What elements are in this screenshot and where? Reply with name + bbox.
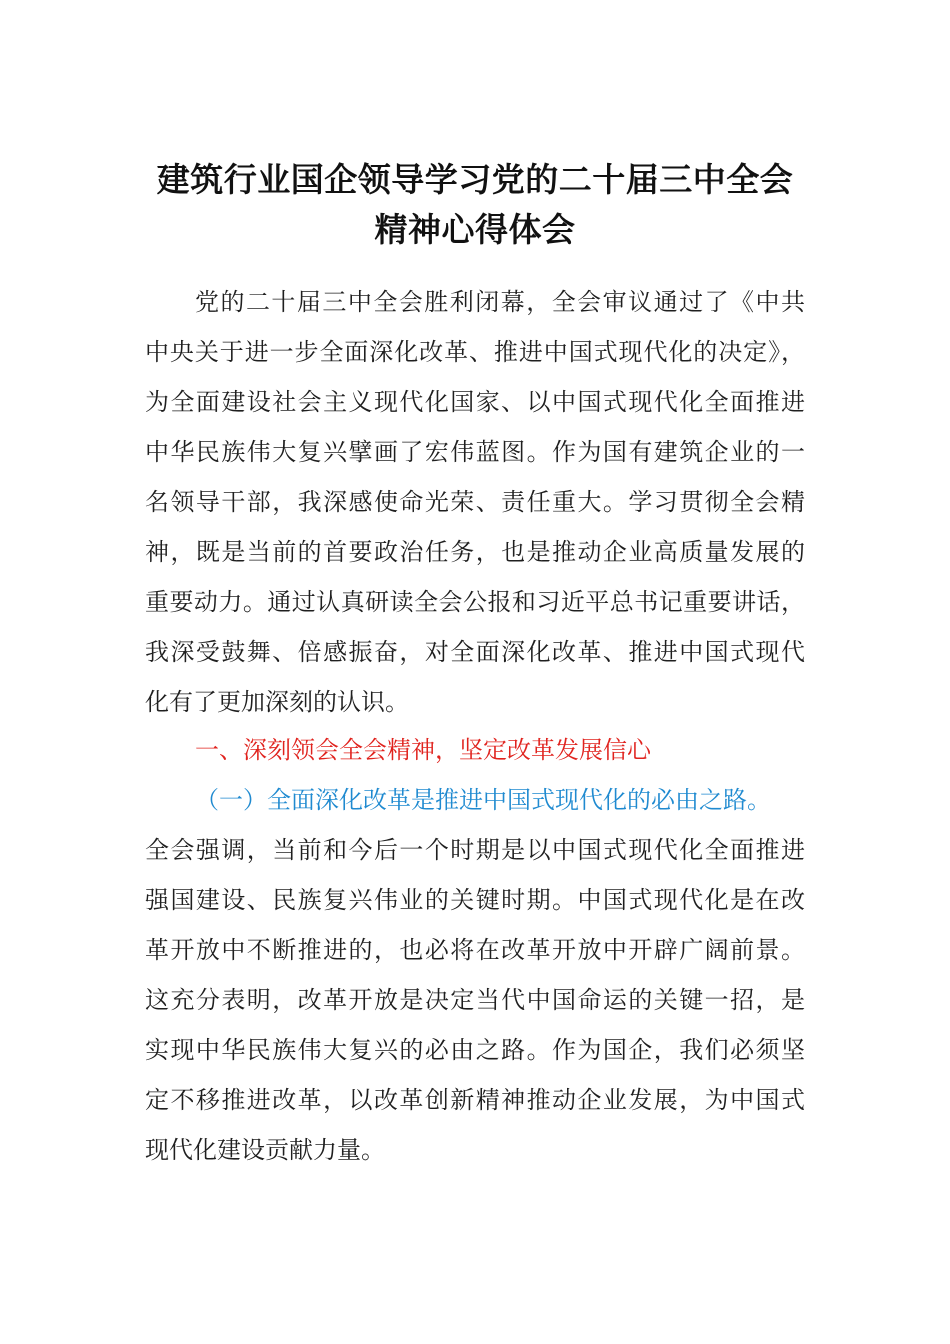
paragraph-line: 神，既是当前的首要政治任务，也是推动企业高质量发展的 [145,538,805,566]
paragraph-line: 名领导干部，我深感使命光荣、责任重大。学习贯彻全会精 [145,488,805,516]
paragraph-line: 这充分表明，改革开放是决定当代中国命运的关键一招，是 [145,986,805,1014]
paragraph-line: 定不移推进改革，以改革创新精神推动企业发展，为中国式 [145,1086,805,1114]
paragraph-line: 重要动力。通过认真研读全会公报和习近平总书记重要讲话， [145,588,805,616]
paragraph-line: 现代化建设贡献力量。 [145,1136,385,1164]
paragraph-line: 党的二十届三中全会胜利闭幕，全会审议通过了《中共 [195,288,805,316]
paragraph-line: 革开放中不断推进的，也必将在改革开放中开辟广阔前景。 [145,936,805,964]
section-1 [145,725,805,1175]
paragraph-line: 我深受鼓舞、倍感振奋，对全面深化改革、推进中国式现代 [145,638,805,666]
section-heading: 一、深刻领会全会精神，坚定改革发展信心 [195,736,651,764]
document-title-line-1: 建筑行业国企领导学习党的二十届三中全会 [156,160,794,199]
subsection-heading: （一）全面深化改革是推进中国式现代化的必由之路。 [195,786,771,814]
paragraph-line: 为全面建设社会主义现代化国家、以中国式现代化全面推进 [145,388,805,416]
paragraph-line: 全会强调，当前和今后一个时期是以中国式现代化全面推进 [145,836,805,864]
document-title-line-2: 精神心得体会 [374,210,576,249]
paragraph-line: 强国建设、民族复兴伟业的关键时期。中国式现代化是在改 [145,886,805,914]
paragraph-line: 中华民族伟大复兴擘画了宏伟蓝图。作为国有建筑企业的一 [145,438,805,466]
paragraph-line: 化有了更加深刻的认识。 [145,688,409,716]
paragraph-line: 实现中华民族伟大复兴的必由之路。作为国企，我们必须坚 [145,1036,805,1064]
intro-paragraph [145,277,805,727]
paragraph-line: 中央关于进一步全面深化改革、推进中国式现代化的决定》， [145,338,805,366]
